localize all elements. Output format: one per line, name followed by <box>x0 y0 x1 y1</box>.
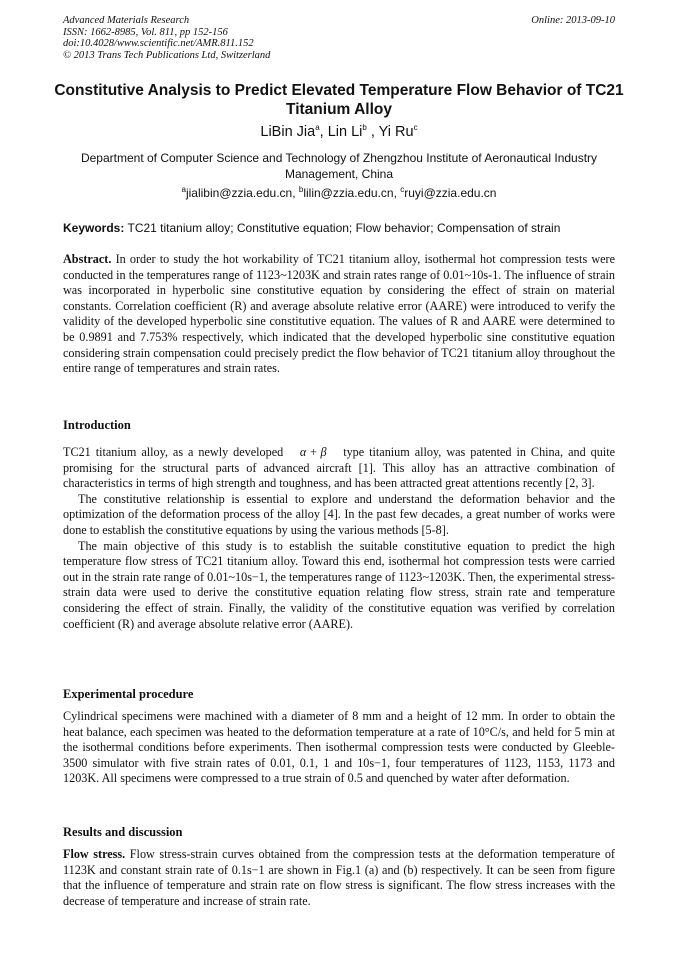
author-mark: a <box>315 123 320 133</box>
doi-line[interactable]: doi:10.4028/www.scientific.net/AMR.811.152 <box>63 38 254 49</box>
email-address[interactable]: jialibin@zzia.edu.cn <box>185 186 293 200</box>
issn-line: ISSN: 1662-8985, Vol. 811, pp 152-156 <box>63 26 228 38</box>
intro-paragraph-1: TC21 titanium alloy, as a newly developed α + β type titanium alloy, was patented in China, and quite promising for the structural parts of advanced aircraft [1]. This alloy has an attractive combination of characteristics in terms of high strength and toughness, and has been attracted great attentions recently [2, 3]. <box>63 445 615 491</box>
author-list: LiBin Jia$^a$, Lin Li$^b$ , Yi Ru$^c$ <box>260 123 418 140</box>
keywords-label: Keywords: <box>63 221 125 235</box>
results-paragraph: Flow stress-strain curves obtained from the compression tests at the deformation temperature of 1123K and constant strain rate of 0.1s−1 are shown in Fig.1 (a) and (b) respectively. It can be seen from figure that the influence of temperature and strain rate on flow stress is significant. The flow stress increases with the decrease of temperature and increase of strain rate. <box>63 847 615 908</box>
email-mark: c <box>400 185 405 194</box>
results-body <box>63 847 615 909</box>
author-mark: c <box>413 123 418 133</box>
experimental-paragraph: Cylindrical specimens were machined with a diameter of 8 mm and a height of 12 mm. In order to obtain the heat balance, each specimen was heated to the deformation temperature at a rate of 10°C/s, and held for 5 min at the isothermal conditions before experiments. Then isothermal compression tests were conducted by Gleeble-3500 simulator with five strain rates of 0.01, 0.1, 1 and 10s−1, four temperatures of 1123, 1153, 1173 and 1203K. All specimens were compressed to a true strain of 0.5 and quenched by water after deformation. <box>63 709 615 786</box>
author-mark: b <box>362 123 367 133</box>
copyright-line: © 2013 Trans Tech Publications Ltd, Switzerland <box>63 49 271 61</box>
journal-header <box>63 15 615 61</box>
online-date: Online: 2013-09-10 <box>531 15 615 26</box>
email-address[interactable]: ruyi@zzia.edu.cn <box>404 186 497 200</box>
email-mark: b <box>298 185 304 194</box>
author-name: Lin Li <box>327 124 363 140</box>
experimental-body <box>63 709 615 787</box>
affiliation: Department of Computer Science and Technology of Zhengzhou Institute of Aeronautical Industry Management, China <box>80 151 598 181</box>
experimental-heading: Experimental procedure <box>63 687 194 701</box>
email-mark: a <box>181 185 186 194</box>
results-heading: Results and discussion <box>63 825 183 839</box>
introduction-body <box>63 445 615 632</box>
alpha-beta-formula: α + β <box>299 445 327 459</box>
introduction-heading: Introduction <box>63 418 131 432</box>
keywords <box>63 220 615 236</box>
abstract-label: Abstract. <box>63 252 112 266</box>
email-address[interactable]: lilin@zzia.edu.cn <box>303 186 394 200</box>
flow-stress-runin: Flow stress. <box>63 847 126 861</box>
keywords-text: TC21 titanium alloy; Constitutive equation; Flow behavior; Compensation of strain <box>127 221 561 235</box>
author-name: Yi Ru <box>378 124 414 140</box>
abstract-text: In order to study the hot workability of TC21 titanium alloy, isothermal hot compression tests were conducted in the temperatures range of 1123~1203K and strain rates range of 0.01~10s-1. The influence of strain was incorporated in hyperbolic sine constitutive equation by considering the effect of strain on material constants. Correlation coefficient (R) and average absolute relative error (AARE) were introduced to verify the validity of the developed hyperbolic sine constitutive equation. The values of R and AARE were determined to be 0.9891 and 7.753% respectively, which indicated that the developed hyperbolic sine constitutive equation considering strain compensation could precisely predict the flow behavior of TC21 titanium alloy throughout the entire range of temperatures and strain rates. <box>63 252 616 376</box>
intro-paragraph-3: The main objective of this study is to establish the suitable constitutive equation to predict the high temperature flow stress of TC21 titanium alloy. Toward this end, isothermal hot compression tests were carried out in the strain rate range of 0.01~10s−1, the temperatures range of 1123~1203K. Then, the experimental stress-strain data were used to derive the constitutive equation relating flow stress, strain rate and temperature considering the effect of strain. Finally, the validity of the constitutive equation was verified by correlation coefficient (R) and average absolute relative error (AARE). <box>63 538 615 631</box>
email-list: $^a$jialibin@zzia.edu.cn, $^b$lilin@zzia.edu.cn, $^c$ruyi@zzia.edu.cn <box>181 185 497 200</box>
abstract <box>63 252 615 377</box>
intro-paragraph-2: The constitutive relationship is essential to explore and understand the deformation behavior and the optimization of the deformation process of the alloy [4]. In the past few decades, a great number of works were done to establish the constitutive equations by using the various methods [5-8]. <box>63 491 615 537</box>
journal-name: Advanced Materials Research <box>63 15 190 26</box>
author-name: LiBin Jia <box>260 124 316 140</box>
paper-title: Constitutive Analysis to Predict Elevated Temperature Flow Behavior of TC21 Titanium Alloy <box>54 82 624 118</box>
